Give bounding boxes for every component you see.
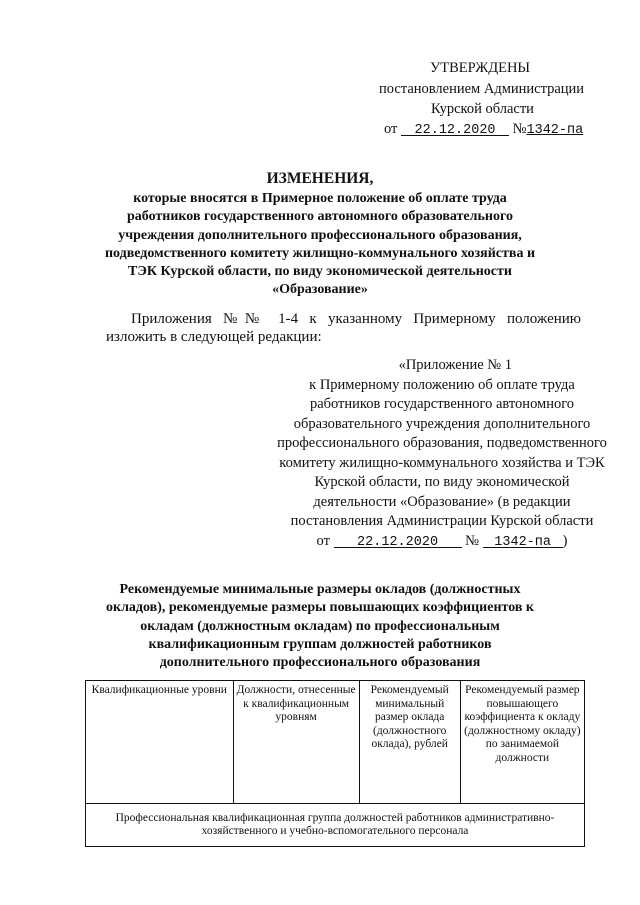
table-header-row: [86, 681, 585, 804]
header-positions: Должности, отнесенные к квалификационным уровням: [233, 681, 359, 804]
recommended-title: Рекомендуемые минимальные размеры окладов (должностных окладов), рекомендуемые размеры повышающих коэффициентов к окладам (должностным окладам) по профессиональным квалификационным группам должностей работников дополнительного профессионального образования: [106, 582, 534, 671]
header-qualification-levels: Квалификационные уровни: [86, 681, 234, 804]
table-group-row: Профессиональная квалификационная группа должностей работников административно-хозяйственного и учебно-вспомогательного персонала: [86, 803, 585, 846]
approval-number: 1342-па: [526, 123, 584, 138]
header-min-salary: Рекомендуемый минимальный размер оклада (должностного оклада), рублей: [359, 681, 460, 804]
approval-from-label: от: [384, 121, 398, 137]
appendix-close: ): [562, 532, 568, 549]
appendix-title: «Приложение № 1: [398, 357, 512, 373]
intro-paragraph: Приложения №№ 1-4 к указанному Примерному положению изложить в следующей редакции:: [106, 311, 581, 345]
appendix-number: 1342-па: [483, 533, 563, 548]
appendix-date-line: [277, 532, 607, 552]
approval-authority: постановлением Администрации: [379, 81, 585, 97]
approval-title: УТВЕРЖДЕНЫ: [430, 60, 531, 76]
appendix-number-prefix: №: [465, 532, 480, 549]
approval-number-prefix: №: [512, 121, 527, 137]
appendix-date: 22.12.2020: [334, 533, 462, 548]
appendix-header: [277, 356, 607, 551]
approval-date-line: [384, 119, 583, 141]
salary-table: [85, 680, 585, 847]
table-row: [86, 803, 585, 846]
changes-subtitle: которые вносятся в Примерное положение об оплате труда работников государственного автономного образовательного учреждения дополнительного профессионального образования, подведомственного комитету жилищно-коммунального хозяйства и ТЭК Курской области, по виду экономической деятельности «Образование»: [104, 191, 536, 298]
appendix-from-label: от: [316, 532, 330, 549]
appendix-body: к Примерному положению об оплате труда работников государственного автономного образовательного учреждения дополнительного профессионального образования, подведомственного комитету жилищно-коммунального хозяйства и ТЭК Курской области, по виду экономической деятельности «Образование» (в редакции постановления Администрации Курской области: [277, 376, 607, 529]
header-coefficient: Рекомендуемый размер повышающего коэффициента к окладу (должностному окладу) по занимаемой должности: [460, 681, 584, 804]
approval-date: 22.12.2020: [401, 121, 509, 136]
changes-title: ИЗМЕНЕНИЯ,: [266, 170, 374, 187]
approval-region: Курской области: [431, 101, 534, 117]
